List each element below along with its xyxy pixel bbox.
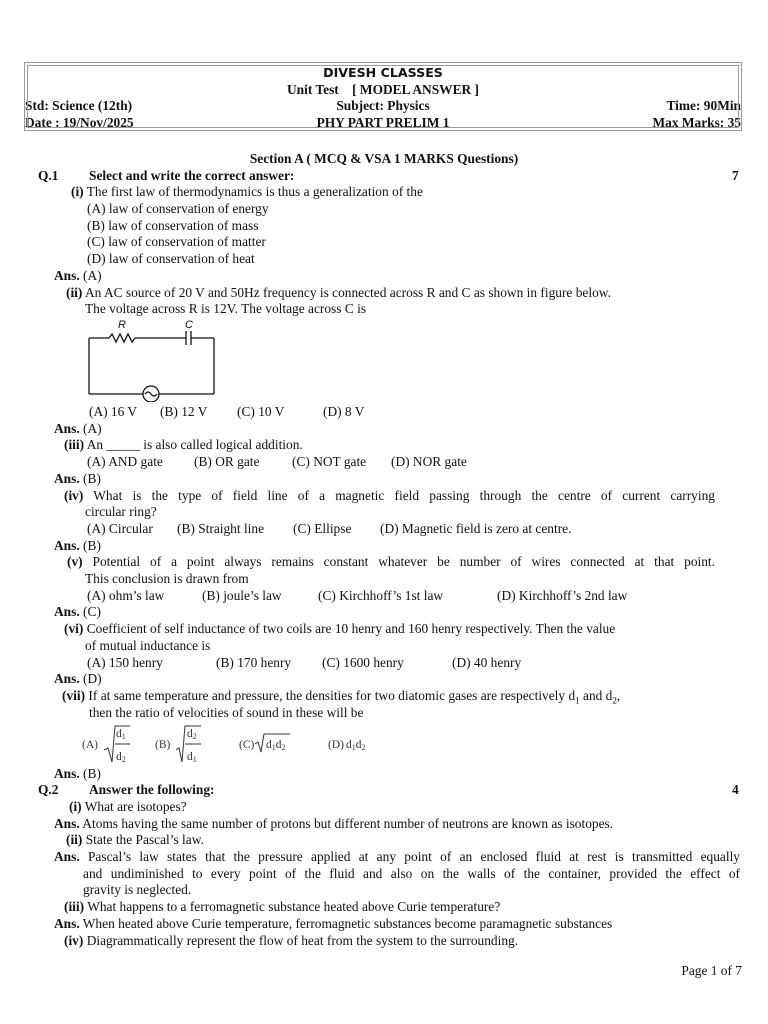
q1-marks: 7 bbox=[732, 168, 739, 183]
q1-vii-question: (vii) If at same temperature and pressure, the densities for two diatomic gases are respectively $d_1$ and $d_2$, bbox=[62, 688, 621, 706]
q2-ii-answer-cont-2: gravity is neglected. bbox=[83, 882, 192, 897]
time-label: Time: 90Min bbox=[666, 98, 741, 113]
q2-title: Answer the following: bbox=[89, 782, 215, 797]
q1-ii-option-a: (A) 16 V bbox=[89, 404, 138, 419]
q1-ii-answer: Ans. (A) bbox=[54, 421, 102, 436]
q1-title: Select and write the correct answer: bbox=[89, 168, 295, 183]
q1-vi-option-c: (C) 1600 henry bbox=[322, 655, 404, 670]
header-row-2 bbox=[25, 114, 741, 131]
q1-v-option-d: (D) Kirchhoff’s 2nd law bbox=[497, 588, 628, 603]
q1-ii-question-cont: The voltage across R is 12V. The voltage across C is bbox=[85, 301, 367, 316]
q1-vi-option-b: (B) 170 henry bbox=[216, 655, 292, 670]
q1-v-question-cont: This conclusion is drawn from bbox=[85, 571, 249, 586]
q1-vii-question-cont: then the ratio of velocities of sound in these will be bbox=[89, 705, 364, 720]
circuit-r-label: R bbox=[118, 319, 126, 331]
q1-vi-option-a: (A) 150 henry bbox=[87, 655, 163, 670]
q2-iii-question: (iii) What happens to a ferromagnetic substance heated above Curie temperature? bbox=[64, 899, 501, 914]
institute-name: DIVESH CLASSES bbox=[323, 65, 443, 80]
q1-vii-option-a-label: (A) bbox=[82, 739, 98, 751]
q1-vii-option-a-den: d2 bbox=[116, 751, 126, 764]
q1-iii-question: (iii) An _____ is also called logical addition. bbox=[64, 437, 303, 452]
subject-label: Subject: Physics bbox=[336, 98, 430, 113]
q2-number: Q.2 bbox=[38, 782, 59, 797]
q1-iii-option-c: (C) NOT gate bbox=[292, 454, 367, 469]
q1-vii-options-formula bbox=[80, 724, 380, 766]
q2-i-question: (i) What are isotopes? bbox=[69, 799, 187, 814]
q1-vii-option-c-expr: d1d2 bbox=[266, 739, 286, 752]
q1-iv-option-d: (D) Magnetic field is zero at centre. bbox=[380, 521, 572, 536]
q1-ii-option-d: (D) 8 V bbox=[323, 404, 365, 419]
q2-ii-answer-cont-1: and undiminished to every point of the fluid and also on the walls of the container, provided the effect of bbox=[83, 866, 740, 881]
paper-label: PHY PART PRELIM 1 bbox=[316, 115, 450, 130]
q1-vii-answer: Ans. (B) bbox=[54, 766, 101, 781]
q1-vi-option-d: (D) 40 henry bbox=[452, 655, 522, 670]
q2-iii-answer: Ans. When heated above Curie temperature, ferromagnetic substances become paramagnetic substances bbox=[54, 916, 613, 931]
q1-iv-option-c: (C) Ellipse bbox=[293, 521, 352, 536]
q1-vii-option-c-label: (C) bbox=[239, 739, 255, 751]
q1-v-question: (v) Potential of a point always remains constant whatever be number of wires connected at that point. bbox=[67, 554, 715, 569]
q1-i-option-b: (B) law of conservation of mass bbox=[87, 218, 259, 233]
q1-vi-question: (vi) Coefficient of self inductance of two coils are 10 henry and 160 henry respectively. Then the value bbox=[64, 621, 616, 636]
rc-circuit-diagram bbox=[84, 316, 220, 402]
q1-iii-answer: Ans. (B) bbox=[54, 471, 101, 486]
test-title: Unit Test [ MODEL ANSWER ] bbox=[287, 82, 479, 97]
q1-i-answer: Ans. (A) bbox=[54, 268, 102, 283]
q2-ii-question: (ii) State the Pascal’s law. bbox=[66, 832, 204, 847]
q1-iv-option-b: (B) Straight line bbox=[177, 521, 265, 536]
q1-i-question: (i) The first law of thermodynamics is thus a generalization of the bbox=[71, 184, 423, 199]
q2-marks: 4 bbox=[732, 782, 739, 797]
q2-iv-question: (iv) Diagrammatically represent the flow of heat from the system to the surrounding. bbox=[64, 933, 519, 948]
q1-v-option-b: (B) joule’s law bbox=[202, 588, 282, 603]
std-label: Std: Science (12th) bbox=[25, 98, 133, 113]
q1-number: Q.1 bbox=[38, 168, 59, 183]
circuit-c-label: C bbox=[185, 319, 193, 331]
q2-i-answer: Ans. Atoms having the same number of protons but different number of neutrons are known as isotopes. bbox=[54, 816, 614, 831]
q1-v-option-a: (A) ohm’s law bbox=[87, 588, 165, 603]
q1-v-option-c: (C) Kirchhoff’s 1st law bbox=[318, 588, 444, 603]
q1-vii-option-b-num: d2 bbox=[187, 728, 197, 741]
q1-iv-question: (iv) What is the type of field line of a magnetic field passing through the centre of current carrying bbox=[64, 488, 715, 503]
q1-iv-answer: Ans. (B) bbox=[54, 538, 101, 553]
q1-iii-option-b: (B) OR gate bbox=[194, 454, 260, 469]
q1-vi-question-cont: of mutual inductance is bbox=[85, 638, 211, 653]
q1-vi-answer: Ans. (D) bbox=[54, 671, 102, 686]
header-row-1 bbox=[25, 97, 741, 114]
q1-vii-option-a-num: d1 bbox=[116, 728, 126, 741]
q2-ii-answer: Ans. Pascal’s law states that the pressure applied at any point of an enclosed fluid at rest is transmitted equally bbox=[54, 849, 740, 864]
date-label: Date : 19/Nov/2025 bbox=[25, 115, 134, 130]
page-number: Page 1 of 7 bbox=[681, 963, 742, 978]
q1-iii-option-a: (A) AND gate bbox=[87, 454, 163, 469]
q1-ii-question: (ii) An AC source of 20 V and 50Hz frequency is connected across R and C as shown in figure below. bbox=[66, 285, 611, 300]
q1-vii-option-b-den: d1 bbox=[187, 751, 197, 764]
q1-iv-option-a: (A) Circular bbox=[87, 521, 153, 536]
q1-iii-option-d: (D) NOR gate bbox=[391, 454, 467, 469]
q1-v-answer: Ans. (C) bbox=[54, 604, 101, 619]
q1-vii-option-d-label: (D) bbox=[328, 739, 344, 751]
q1-ii-option-b: (B) 12 V bbox=[160, 404, 208, 419]
q1-ii-option-c: (C) 10 V bbox=[237, 404, 285, 419]
section-title: Section A ( MCQ & VSA 1 MARKS Questions) bbox=[249, 151, 519, 166]
q1-i-option-a: (A) law of conservation of energy bbox=[87, 201, 269, 216]
q1-i-option-d: (D) law of conservation of heat bbox=[87, 251, 255, 266]
max-marks-label: Max Marks: 35 bbox=[652, 115, 741, 130]
exam-header bbox=[24, 62, 742, 131]
q1-vii-option-d-expr: d1d2 bbox=[346, 739, 366, 752]
q1-i-option-c: (C) law of conservation of matter bbox=[87, 234, 266, 249]
q1-vii-option-b-label: (B) bbox=[155, 739, 171, 751]
q1-iv-question-cont: circular ring? bbox=[85, 504, 157, 519]
